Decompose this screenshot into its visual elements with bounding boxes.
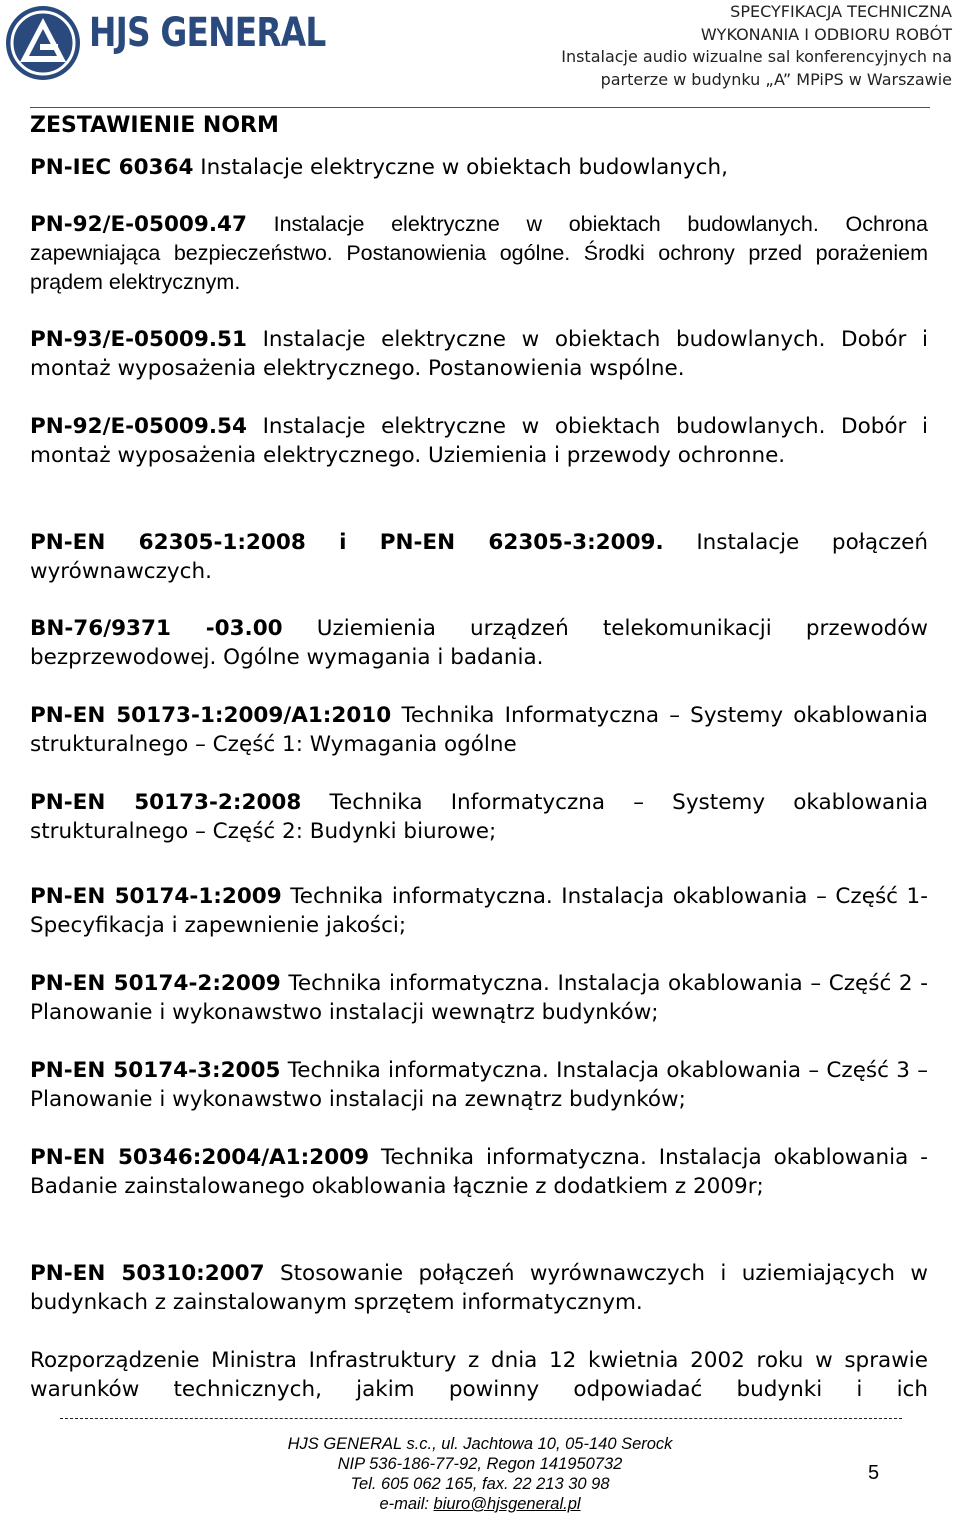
- norm-description: Uziemienia urządzeń telekomunikacji przewodów bezprzewodowej. Ogólne wymagania i badania.: [30, 616, 928, 670]
- norm-item: [30, 325, 928, 383]
- norm-item: [30, 153, 928, 182]
- footer-phone: Tel. 605 062 165, fax. 22 213 30 98: [350, 1475, 610, 1493]
- norm-description: Instalacje elektryczne w obiektach budowlanych. Dobór i montaż wyposażenia elektrycznego. Postanowienia wspólne.: [30, 327, 928, 381]
- norm-item: [30, 1259, 928, 1317]
- norm-item: [30, 1056, 928, 1114]
- norm-code: PN-EN 50174-3:2005: [30, 1058, 281, 1083]
- norm-item: [30, 412, 928, 470]
- norm-description: Technika informatyczna. Instalacja okablowania – Część 2 - Planowanie i wykonawstwo instalacji wewnątrz budynków;: [30, 971, 928, 1025]
- norm-item: [30, 614, 928, 672]
- norm-code: PN-EN 50173-2:2008: [30, 790, 302, 815]
- header-line-spec: SPECYFIKACJA TECHNICZNA: [730, 2, 952, 21]
- norm-code: PN-EN 62305-1:2008 i PN-EN 62305-3:2009.: [30, 530, 664, 555]
- header-line-execution: WYKONANIA I ODBIORU ROBÓT: [700, 24, 952, 44]
- header-line-location: parterze w budynku „A” MPiPS w Warszawie: [600, 69, 952, 89]
- norm-item: [30, 1143, 928, 1201]
- norm-description: Instalacje połączeń wyrównawczych.: [30, 530, 928, 584]
- norm-code: PN-IEC 60364: [30, 155, 194, 180]
- norm-code: PN-EN 50310:2007: [30, 1261, 265, 1286]
- norm-code: PN-EN 50173-1:2009/A1:2010: [30, 703, 392, 728]
- header-line-project: Instalacje audio wizualne sal konferencyjnych na: [561, 47, 952, 66]
- footer-divider: [60, 1418, 902, 1419]
- norm-item: [30, 882, 928, 940]
- norm-code: PN-EN 50174-1:2009: [30, 884, 282, 909]
- norm-code: PN-EN 50346:2004/A1:2009: [30, 1145, 370, 1170]
- norm-code: BN-76/9371 -03.00: [30, 616, 283, 641]
- norm-description: Technika informatyczna. Instalacja okablowania – Część 3 – Planowanie i wykonawstwo instalacji na zewnątrz budynków;: [30, 1058, 928, 1112]
- norm-description: Instalacje elektryczne w obiektach budowlanych. Dobór i montaż wyposażenia elektrycznego. Uziemienia i przewody ochronne.: [30, 414, 928, 468]
- norm-description: Technika Informatyczna – Systemy okablowania strukturalnego – Część 2: Budynki biurowe;: [30, 790, 928, 844]
- norm-code: PN-93/E-05009.51: [30, 327, 247, 352]
- footer-email-link[interactable]: biuro@hjsgeneral.pl: [433, 1495, 581, 1513]
- norm-item: [30, 788, 928, 846]
- norm-description: Stosowanie połączeń wyrównawczych i uziemiających w budynkach z zainstalowanym sprzętem informatycznym.: [30, 1261, 928, 1315]
- section-title: ZESTAWIENIE NORM: [30, 113, 279, 138]
- footer-email-line: [180, 1494, 780, 1514]
- footer-registration: NIP 536-186-77-92, Regon 141950732: [337, 1455, 623, 1473]
- norm-item: [30, 701, 928, 759]
- document-header-info: [561, 1, 952, 91]
- norm-item: [30, 210, 928, 297]
- norm-code: PN-92/E-05009.54: [30, 414, 247, 439]
- footer-email-label: e-mail:: [379, 1495, 434, 1513]
- norm-code: PN-EN 50174-2:2009: [30, 971, 281, 996]
- norm-description: Instalacje elektryczne w obiektach budowlanych. Ochrona zapewniająca bezpieczeństwo. Postanowienia ogólne. Środki ochrony przed porażeniem prądem elektrycznym.: [30, 212, 928, 294]
- norm-item: [30, 969, 928, 1027]
- norm-description: Technika informatyczna. Instalacja okablowania – Część 1- Specyfikacja i zapewnienie jakości;: [30, 884, 928, 938]
- norm-description: Technika Informatyczna – Systemy okablowania strukturalnego – Część 1: Wymagania ogólne: [30, 703, 928, 757]
- company-logo-text: HJS GENERAL: [89, 10, 326, 56]
- norm-item: [30, 528, 928, 586]
- page-number: 5: [868, 1462, 880, 1484]
- company-footer: [180, 1434, 780, 1514]
- regulation-paragraph: Rozporządzenie Ministra Infrastruktury z dnia 12 kwietnia 2002 roku w sprawie warunków technicznych, jakim powinny odpowiadać budynki i ich: [30, 1348, 928, 1402]
- footer-address: HJS GENERAL s.c., ul. Jachtowa 10, 05-140 Serock: [287, 1435, 673, 1453]
- header-divider: [30, 107, 930, 108]
- norm-description: Instalacje elektryczne w obiektach budowlanych,: [193, 155, 728, 180]
- company-logo-icon: [4, 4, 82, 82]
- norm-description: Technika informatyczna. Instalacja okablowania - Badanie zainstalowanego okablowania łącznie z dodatkiem z 2009r;: [30, 1145, 928, 1199]
- norm-code: PN-92/E-05009.47: [30, 212, 247, 237]
